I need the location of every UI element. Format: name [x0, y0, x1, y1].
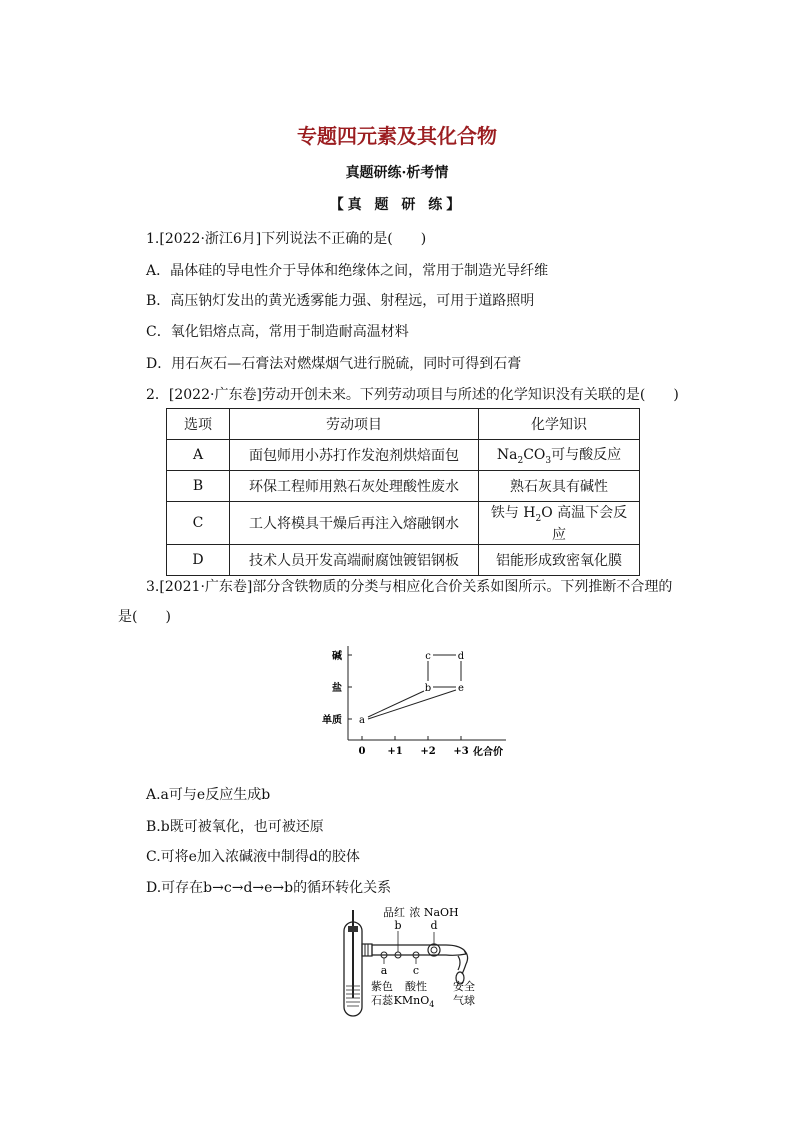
- stopper: [348, 926, 358, 932]
- x-tick-label: +2: [420, 746, 436, 757]
- q1-stem: [146, 228, 426, 248]
- q1-option-b: B．高压钠灯发出的黄光透雾能力强、射程远，可用于道路照明: [146, 293, 535, 309]
- q3-stem-line2: [118, 606, 171, 626]
- point-label: d: [457, 651, 465, 662]
- q3-option-c: C.可将e加入浓碱液中制得d的胶体: [146, 849, 360, 865]
- relation-line: [368, 691, 424, 717]
- table-row: [167, 471, 640, 502]
- knowledge-sub: 2: [517, 455, 524, 466]
- header-knowledge: 化学知识: [479, 409, 640, 440]
- q1-option-d: D．用石灰石—石膏法对燃煤烟气进行脱硫，同时可得到石膏: [146, 356, 522, 372]
- q1-stem-close: ): [420, 231, 427, 247]
- knowledge-text: Na: [496, 447, 518, 464]
- row-knowledge: 熟石灰具有碱性: [479, 471, 640, 502]
- row-option: A: [167, 440, 230, 471]
- y-tick-label: 盐: [332, 683, 342, 694]
- row-knowledge: [479, 440, 640, 471]
- page-subtitle: 真题研练·析考情: [345, 165, 449, 181]
- label-e2: 气球: [453, 994, 475, 1007]
- letter-d: d: [430, 919, 438, 932]
- point-label: c: [425, 651, 431, 662]
- row-task: 环保工程师用熟石灰处理酸性废水: [230, 471, 479, 502]
- table-row: [167, 502, 640, 545]
- point-label: b: [424, 683, 432, 694]
- row-task: 技术人员开发高端耐腐蚀镀铝钢板: [230, 544, 479, 575]
- letter-c: c: [412, 964, 420, 977]
- row-option: B: [167, 471, 230, 502]
- header-task: 劳动项目: [230, 409, 479, 440]
- knowledge-text: CO: [523, 447, 546, 464]
- q3-option-d: D.可存在b→c→d→e→b的循环转化关系: [146, 880, 392, 896]
- row-knowledge: [479, 502, 640, 545]
- q3-option-b: B.b既可被氧化，也可被还原: [146, 819, 324, 835]
- label-b-top: 品红: [383, 906, 405, 919]
- header-option: 选项: [167, 409, 230, 440]
- q1-stem-text: 1.[2022·浙江6月]下列说法不正确的是(: [146, 231, 393, 247]
- x-tick-label: +3: [453, 746, 469, 757]
- q2-stem-text: 2．[2022·广东卷]劳动开创未来。下列劳动项目与所述的化学知识没有关联的是(: [146, 387, 646, 403]
- label-c2: KMnO$_4$: [393, 994, 435, 1009]
- knowledge-text: O 高温下会反应: [541, 505, 628, 543]
- q3-option-a: A.a可与e反应生成b: [146, 787, 271, 803]
- knowledge-text: 可与酸反应: [551, 447, 622, 464]
- letter-b: b: [394, 919, 402, 932]
- letter-a: a: [380, 964, 388, 977]
- y-tick-label: 单质: [322, 715, 342, 726]
- q3-stem-line1: 3.[2021·广东卷]部分含铁物质的分类与相应化合价关系如图所示。下列推断不合理的: [146, 579, 673, 595]
- q3-stem-close: ): [165, 609, 171, 625]
- label-c1: 酸性: [405, 980, 427, 993]
- point-label: e: [458, 683, 464, 694]
- row-task: 工人将模具干燥后再注入熔融钢水: [230, 502, 479, 545]
- row-option: D: [167, 544, 230, 575]
- y-tick-label: 碱: [332, 651, 342, 662]
- x-axis-label: 化合价: [473, 747, 503, 758]
- x-tick-label: 0: [358, 746, 366, 757]
- relation-line: [368, 690, 456, 719]
- section-heading: 【真 题 研 练】: [329, 197, 465, 213]
- x-tick-label: +1: [387, 746, 403, 757]
- q3-stem-text: 是(: [118, 609, 138, 625]
- label-a1: 紫色: [371, 980, 393, 993]
- knowledge-sub: 3: [545, 455, 552, 466]
- point-label: a: [359, 715, 365, 726]
- label-e1: 安全: [453, 980, 475, 993]
- label-a2: 石蕊: [371, 994, 393, 1007]
- q1-option-c: C．氧化铝熔点高，常用于制造耐高温材料: [146, 324, 409, 340]
- apparatus-diagram: [336, 900, 496, 1020]
- page-title: 专题四元素及其化合物: [297, 124, 497, 148]
- q2-stem: [146, 384, 679, 404]
- iron-valence-chart: [300, 640, 520, 764]
- row-task: 面包师用小苏打作发泡剂烘焙面包: [230, 440, 479, 471]
- q2-table-header: [167, 409, 640, 440]
- table-row: [167, 440, 640, 471]
- row-option: C: [167, 502, 230, 545]
- knowledge-text: 铁与 H: [490, 505, 536, 521]
- q2-table: [166, 408, 640, 576]
- q2-stem-close: ): [673, 387, 679, 403]
- knowledge-sub: 2: [535, 513, 542, 524]
- label-d-top: 浓 NaOH: [409, 906, 459, 919]
- row-knowledge: 铝能形成致密氧化膜: [479, 544, 640, 575]
- table-row: [167, 544, 640, 575]
- q1-option-a: A．晶体硅的导电性介于导体和绝缘体之间，常用于制造光导纤维: [146, 263, 549, 279]
- bulb-d: [428, 944, 440, 956]
